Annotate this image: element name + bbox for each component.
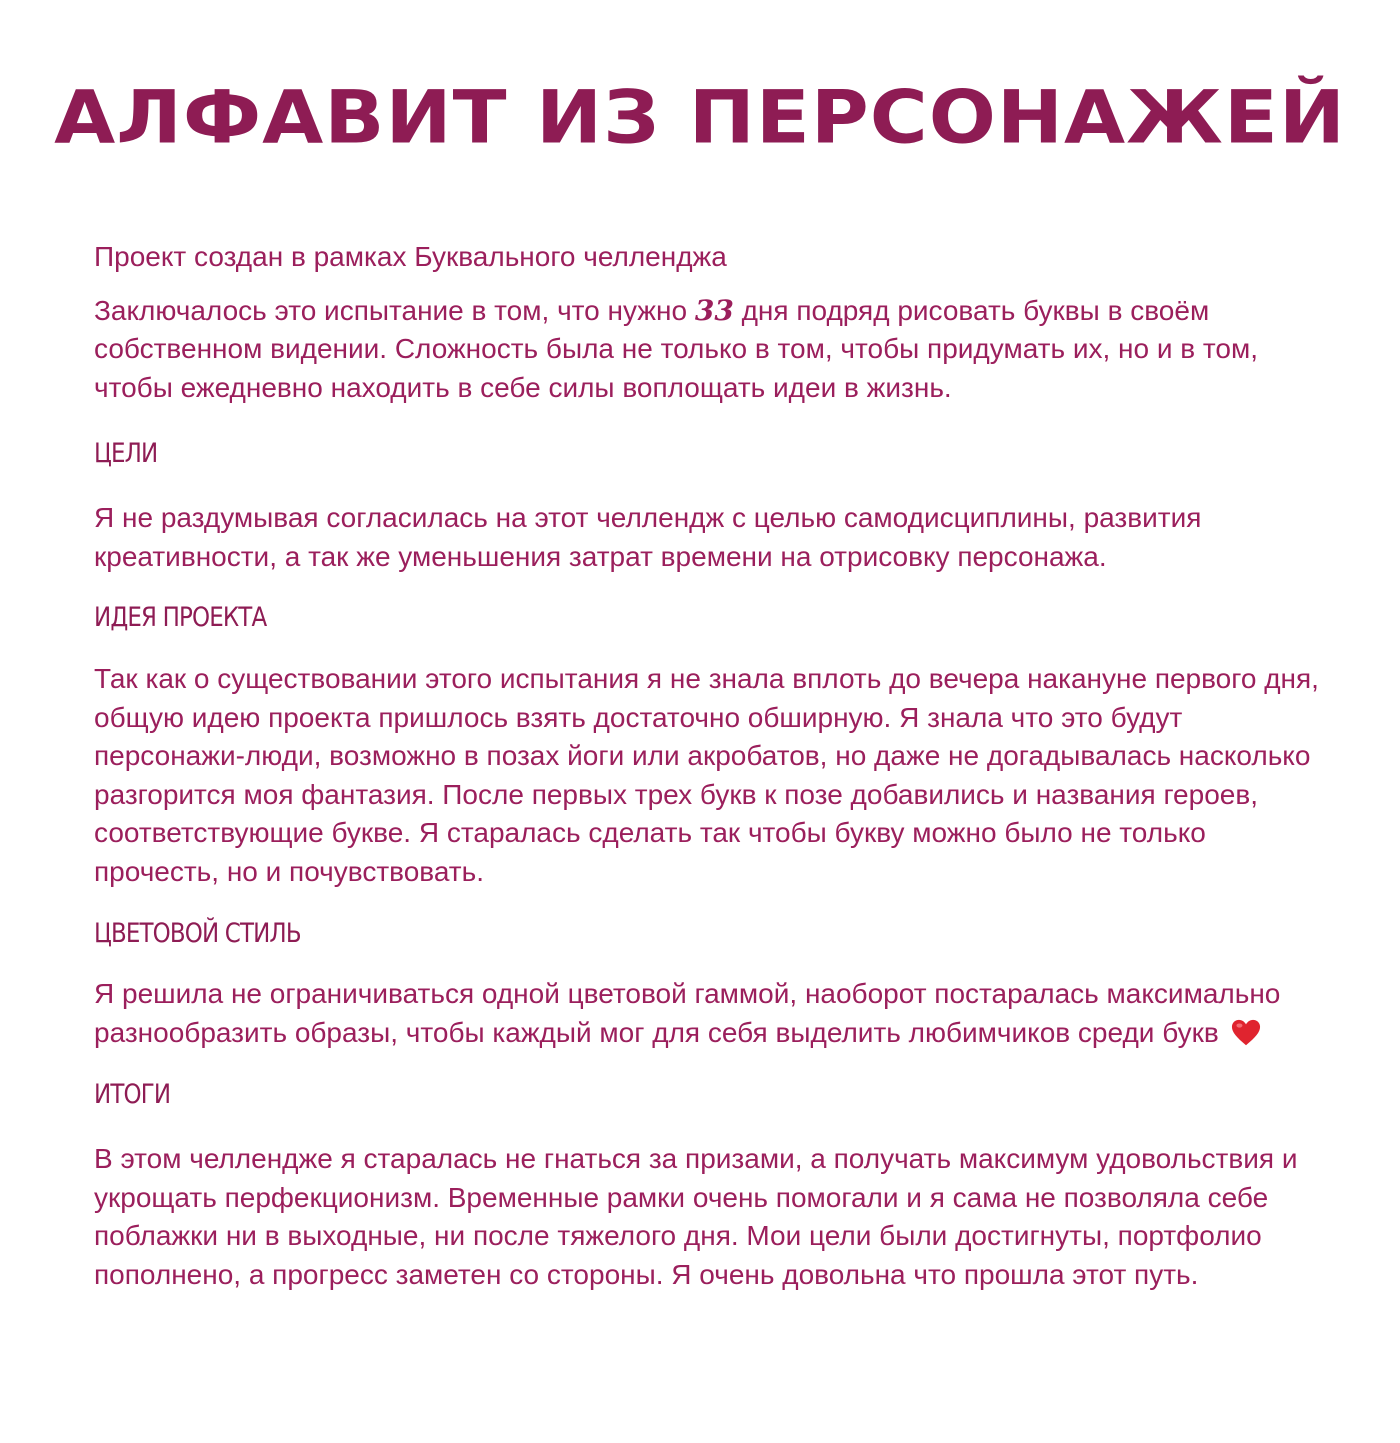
article-body xyxy=(94,238,1334,1294)
section-heading-color: ЦВЕТОВОЙ СТИЛЬ xyxy=(94,918,301,949)
challenge-text-after: дня подряд рисовать буквы в своём собственном видении. Сложность была не только в том, чтобы придумать их, но и в том, чтобы ежедневно находить в себе силы воплощать идеи в жизнь. xyxy=(94,294,1259,403)
heart-icon xyxy=(1231,1018,1261,1048)
challenge-text-before: Заключалось это испытание в том, что нужно xyxy=(94,294,695,326)
results-paragraph: В этом челлендже я старалась не гнаться за призами, а получать максимум удовольствия и укрощать перфекционизм. Временные рамки очень помогали и я сама не позволяла себе поблажки ни в выходные, ни после тяжелого дня. Мои цели были достигнуты, портфолио пополнено, а прогресс заметен со стороны. Я очень довольна что прошла этот путь. xyxy=(94,1143,1298,1290)
color-paragraph xyxy=(94,975,1334,1052)
days-count: 33 xyxy=(694,293,734,327)
intro-paragraph: Проект создан в рамках Буквального челленджа xyxy=(94,241,727,272)
challenge-paragraph xyxy=(94,292,1334,408)
color-text: Я решила не ограничиваться одной цветовой гаммой, наоборот постаралась максимально разнообразить образы, чтобы каждый мог для себя выделить любимчиков среди букв xyxy=(94,978,1281,1048)
goals-paragraph: Я не раздумывая согласилась на этот челлендж с целью самодисциплины, развития креативности, а так же уменьшения затрат времени на отрисовку персонажа. xyxy=(94,502,1202,572)
section-heading-idea: ИДЕЯ ПРОЕКТА xyxy=(94,602,267,633)
section-heading-results: ИТОГИ xyxy=(94,1079,171,1110)
page-title: АЛФАВИТ ИЗ ПЕРСОНАЖЕЙ xyxy=(54,75,1346,161)
section-heading-goals: ЦЕЛИ xyxy=(94,438,158,469)
idea-paragraph: Так как о существовании этого испытания я не знала вплоть до вечера накануне первого дня, общую идею проекта пришлось взять достаточно обширную. Я знала что это будут персонажи-люди, возможно в позах йоги или акробатов, но даже не догадывалась насколько разгорится моя фантазия. После первых трех букв к позе добавились и названия героев, соответствующие букве. Я старалась сделать так чтобы букву можно было не только прочесть, но и почувствовать. xyxy=(94,663,1319,887)
